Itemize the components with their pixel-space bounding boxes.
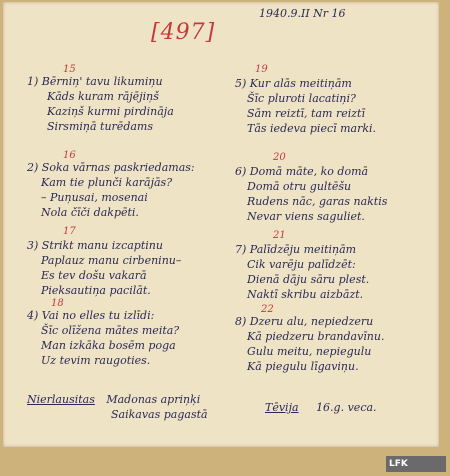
song-stanza: [27, 74, 174, 134]
song-number: 20: [273, 152, 286, 163]
note-label: Tēvija: [265, 401, 299, 414]
song-line: Gulu meitu, nepiegulu: [247, 345, 372, 358]
source-place: Saikavas pagastā: [111, 408, 208, 421]
song-line: Kāds kuram rājējiņš: [47, 90, 159, 103]
song-stanza: [27, 308, 179, 368]
source-block: [27, 392, 200, 407]
song-line: Dienā dāju sāru plest.: [247, 273, 370, 286]
song-line: 2) Soka vārnas paskriedamas:: [27, 161, 195, 174]
source-label: Nierlausitas: [27, 393, 95, 406]
date-reference: 1940.9.II Nr 16: [259, 7, 346, 20]
song-line: Kā piegulu līgaviņu.: [247, 360, 359, 373]
song-line: 8) Dzeru alu, nepiedzeru: [235, 315, 374, 328]
song-line: Nola čīči dakpēti.: [41, 206, 139, 219]
song-line: – Puņusai, mosenai: [41, 191, 148, 204]
century-note: 16.g. veca.: [316, 401, 377, 414]
song-number: 22: [261, 304, 274, 315]
song-line: Nevar viens saguliet.: [247, 210, 365, 223]
song-line: Šīc olīžena mātes meita?: [41, 324, 180, 337]
song-stanza: [235, 242, 369, 302]
song-line: 4) Vai no elles tu izlīdi:: [27, 309, 155, 322]
song-line: 3) Strikt manu izcaptinu: [27, 239, 163, 252]
song-line: 7) Palīdzēju meitiņām: [235, 243, 357, 256]
song-stanza: [27, 160, 195, 220]
song-line: Tās iedeva piecī marki.: [247, 122, 377, 135]
song-line: Sām reiztī, tam reiztī: [247, 107, 365, 120]
song-line: Man izkāka bosēm poga: [41, 339, 176, 352]
song-number: 21: [273, 230, 286, 241]
song-line: Es tev došu vakarā: [41, 269, 147, 282]
song-line: Kaziņš kurmi pirdināja: [47, 105, 174, 118]
song-stanza: [235, 76, 376, 136]
song-stanza: [235, 314, 384, 374]
source-place: Madonas apriņķi: [106, 393, 201, 406]
archive-logo: LFK: [386, 456, 446, 472]
archive-number: [497]: [151, 20, 216, 45]
song-line: Kam tie plunči karājās?: [41, 176, 173, 189]
song-line: Šīc pluroti lacatiņi?: [247, 92, 356, 105]
song-number: 15: [63, 64, 76, 75]
song-line: Naktī skribu aizbāzt.: [247, 288, 364, 301]
note-block: [265, 400, 377, 415]
archive-page: [3, 2, 439, 447]
song-line: Uz tevim raugoties.: [41, 354, 151, 367]
song-number: 17: [63, 226, 76, 237]
song-line: 6) Domā māte, ko domā: [235, 165, 369, 178]
song-stanza: [235, 164, 387, 224]
song-line: 1) Bērniņ' tavu likumiņu: [27, 75, 163, 88]
song-line: Rudens nāc, garas naktis: [247, 195, 388, 208]
song-number: 19: [255, 64, 268, 75]
song-number: 18: [51, 298, 64, 309]
song-line: Sirsmiņā turēdams: [47, 120, 153, 133]
song-number: 16: [63, 150, 76, 161]
song-line: Pieksautiņa pacilāt.: [41, 284, 151, 297]
song-line: Cik varēju palīdzēt:: [247, 258, 356, 271]
song-line: Kā piedzeru brandavīnu.: [247, 330, 385, 343]
song-line: 5) Kur alās meitiņām: [235, 77, 352, 90]
song-stanza: [27, 238, 181, 298]
song-line: Domā otru gultēšu: [247, 180, 352, 193]
song-line: Paplauz manu cirbeninu–: [41, 254, 182, 267]
